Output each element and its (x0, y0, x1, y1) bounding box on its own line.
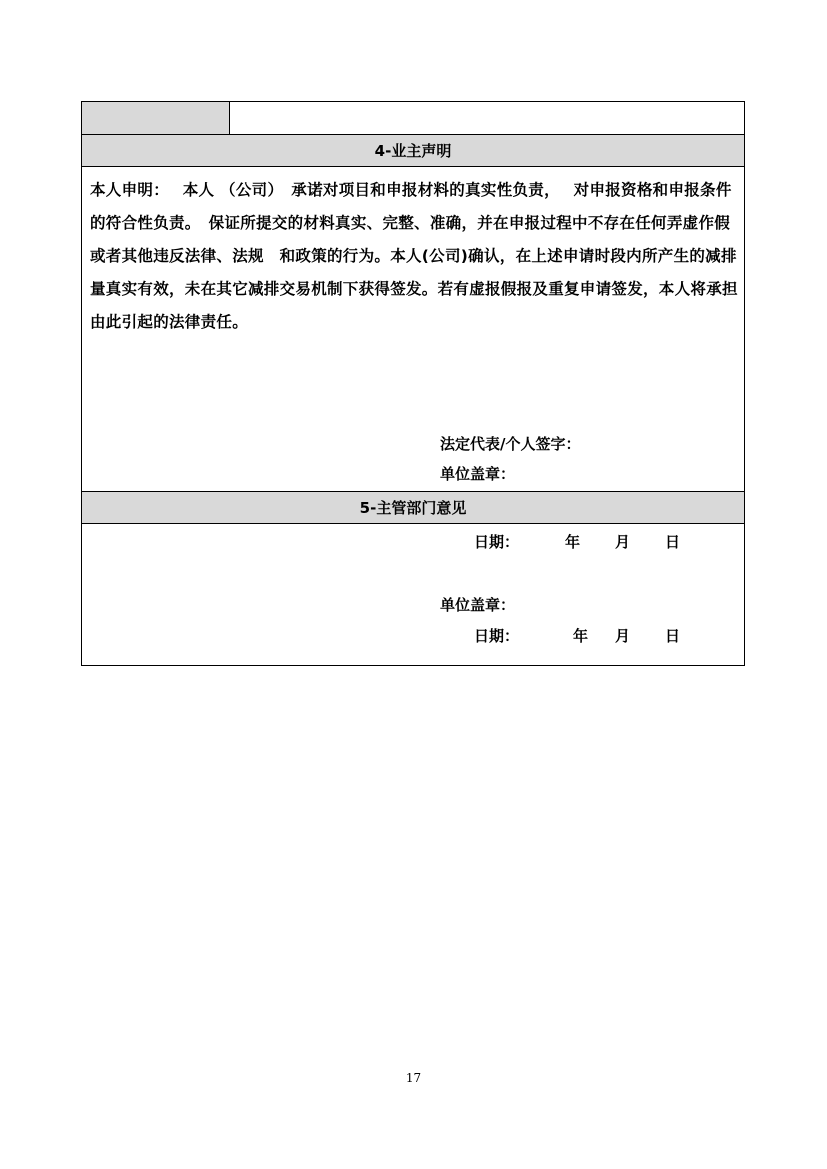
section5-header (82, 492, 744, 524)
date-label: 日期： (474, 533, 520, 551)
authority-date-label: 日期： (474, 627, 520, 645)
authority-month-label: 月 (615, 627, 631, 645)
authority-year-label: 年 (573, 627, 589, 645)
section4-header (82, 135, 744, 167)
authority-day-label: 日 (665, 627, 681, 645)
day-label: 日 (665, 533, 681, 551)
authority-opinion (82, 524, 744, 665)
month-label: 月 (615, 533, 631, 551)
section5-title: 5-主管部门意见 (359, 499, 467, 517)
top-row (82, 102, 744, 135)
declaration-text: 本人申明： 本人 （公司） 承诺对项目和申报材料的真实性负责， 对申报资格和申报条件的符合性负责。 保证所提交的材料真实、完整、准确，并在申报过程中不存在任何弄虚作假或者其他违反法律、法规 和政策的行为。本人(公司)确认，在上述申请时段内所产生的减排量真实有效，未在其它减排交易机制下获得签发。若有虚报假报及重复申请签发，本人将承担由此引起的法律责任。 (90, 181, 738, 331)
year-label: 年 (565, 533, 581, 551)
top-label-cell (82, 102, 230, 134)
seal-label: 单位盖章： (440, 465, 516, 483)
page-number: 17 (405, 1071, 422, 1085)
signature-label: 法定代表/个人签字： (440, 435, 581, 453)
declaration-form (81, 101, 745, 666)
authority-seal-label: 单位盖章： (440, 596, 516, 614)
top-value-cell[interactable] (230, 102, 744, 134)
section4-title: 4-业主声明 (374, 142, 452, 160)
